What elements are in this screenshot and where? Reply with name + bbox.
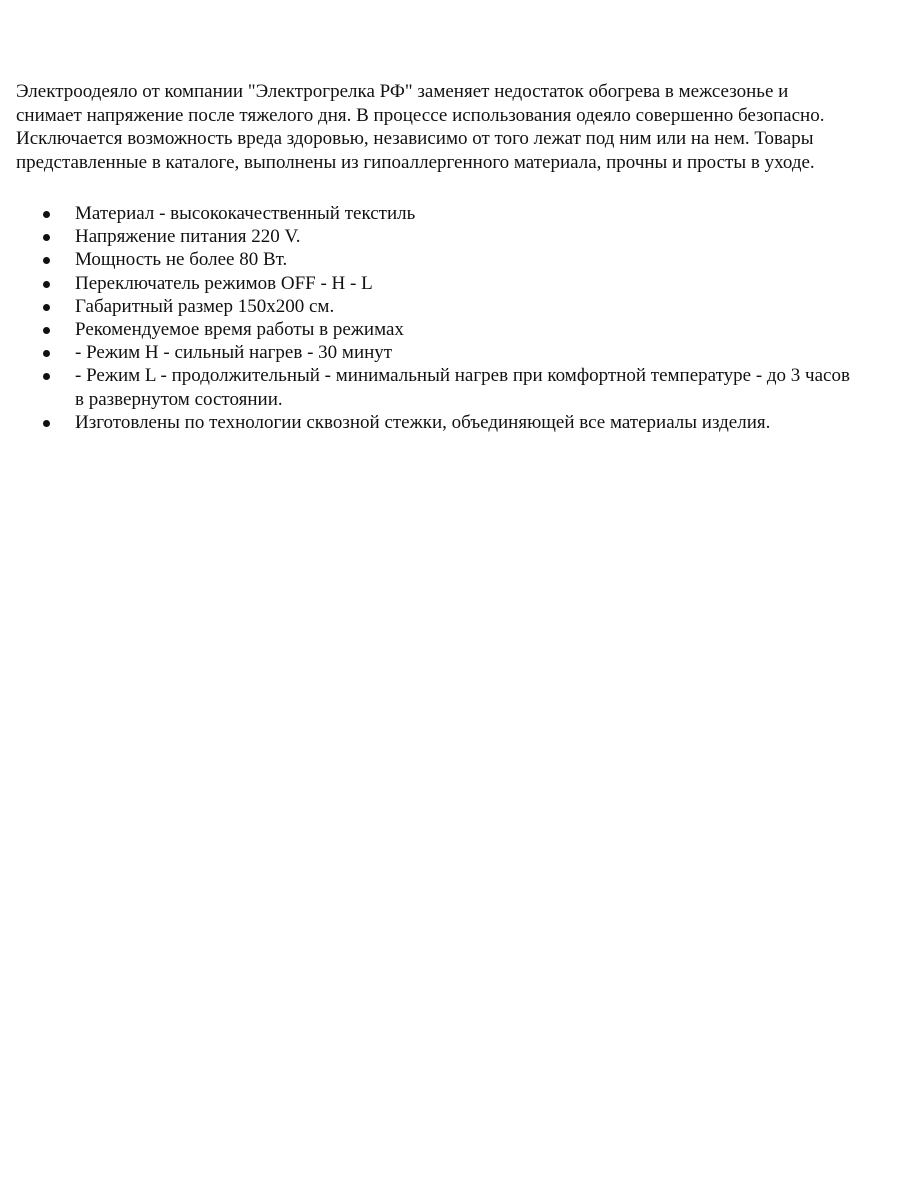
intro-paragraph [16,80,896,174]
feature-item [0,364,900,410]
feature-text: - Режим H - сильный нагрев - 30 минут [75,342,393,364]
bullet-icon [43,234,50,241]
feature-item [0,411,900,434]
intro-line: Электроодеяло от компании "Электрогрелка РФ" заменяет недостаток обогрева в межсезонье и [16,81,789,102]
feature-text: Габаритный размер 150х200 см. [75,295,335,317]
bullet-icon [43,304,50,311]
intro-line: Исключается возможность вреда здоровью, независимо от того лежат под ним или на нем. Товары [16,128,814,149]
feature-item [0,318,900,341]
bullet-icon [43,350,50,357]
intro-line: снимает напряжение после тяжелого дня. В процессе использования одеяло совершенно безопасно. [16,104,825,126]
feature-text: Материал - высококачественный текстиль [75,203,416,224]
feature-text: - Режим L - продолжительный - минимальный нагрев при комфортной температуре - до 3 часов [75,365,850,387]
feature-text: Переключатель режимов OFF - H - L [75,272,373,294]
bullet-icon [43,257,50,264]
feature-text: Изготовлены по технологии сквозной стежки, объединяющей все материалы изделия. [75,411,771,433]
feature-item [0,202,900,225]
feature-text: Мощность не более 80 Вт. [75,249,288,271]
bullet-icon [43,327,50,334]
bullet-icon [43,211,50,218]
bullet-icon [43,281,50,288]
feature-text-continuation: в развернутом состоянии. [75,388,283,410]
feature-item [0,272,900,295]
feature-item [0,295,900,318]
feature-text: Напряжение питания 220 V. [75,226,301,248]
feature-item [0,341,900,364]
features-list [0,202,900,434]
feature-text: Рекомендуемое время работы в режимах [75,319,404,341]
feature-item [0,248,900,271]
bullet-icon [43,373,50,380]
intro-line: представленные в каталоге, выполнены из гипоаллергенного материала, прочны и просты в уходе. [16,151,815,173]
bullet-icon [43,420,50,427]
feature-item [0,225,900,248]
